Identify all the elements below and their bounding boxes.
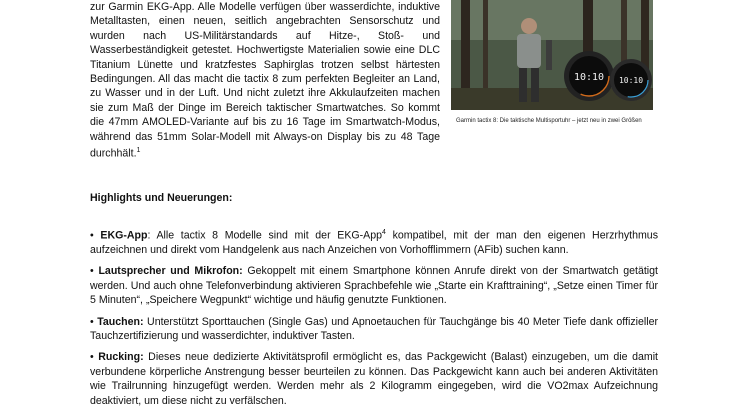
item-text: Unterstützt Sporttauchen (Single Gas) und Apnoetauchen für Tauchgänge bis 40 Meter Tiefe dank offizieller Tauchzertifizierung und wasserdichter, induktiver Tasten. [90, 315, 659, 342]
product-photo [451, 0, 653, 110]
item-text: kompatibel, mit der man den eigenen Herzrhythmus aufzeichnen und direkt vom Handgelenk aus nach Anzeichen von Vorhofflimmern (AFib) suchen kann. [90, 229, 658, 256]
bullet-marker: • [90, 315, 94, 328]
item-title: EKG-App [100, 229, 148, 242]
item-text: : Alle tactix 8 Modelle sind mit der EKG-App [147, 229, 383, 242]
section-heading: Highlights und Neuerungen: [90, 192, 233, 204]
bullet-marker: • [90, 229, 94, 242]
item-text: Dieses neue dedizierte Aktivitätsprofil ermöglicht es, das Packgewicht (Balast) einzugeben, um die damit verbundene körperliche Anstrengung besser beurteilen zu können. Das Packgewicht kann auch bei anderen Aktivitäten wie Trailrunning hinzugefügt werden. Werden mehr als 2 Kilogramm eingegeben, wird die VO2max Aufzeichnung deaktiviert, um diese nicht zu verfälschen. [90, 351, 658, 407]
item-text: Gekoppelt mit einem Smartphone können Anrufe direkt von der Smartwatch getätigt werden. Und auch ohne Telefonverbindung aktivieren Sprachbefehle wie „Starte ein Krafttraining“, „Setze einen Timer für 5 Minuten“, „Speichere Wegpunkt“ wichtige und häufig genutzte Funktionen. [90, 265, 658, 307]
bullet-marker: • [90, 265, 94, 278]
watch-time-1: 10:10 [573, 72, 605, 83]
list-item [90, 264, 658, 307]
intro-text: zur Garmin EKG-App. Alle Modelle verfügen über wasserdichte, induktive Metalltasten, einen neuen, seitlich angebrachten Sensorschutz und wurden nach US-Militärstandards auf Hitze-, Stoß- und Wasserbeständigkeit getestet. Hochwertigste Materialien sowie eine DLC Titanium Lünette und kratzfestes Saphirglas trotzen selbst härtesten Bedingungen. All das macht die tactix 8 zum perfekten Begleiter an Land, zu Wasser und in der Luft. Und nicht zuletzt ihre Akkulaufzeiten machen sie zum Maß der Dinge im Bereich taktischer Smartwatches. So kommt die 47mm AMOLED-Variante auf bis zu 16 Tage im Smartwatch-Modus, während das 51mm Solar-Modell mit Always-on Display bis zu 48 Tage durchhält. [90, 1, 440, 160]
item-title: Lautsprecher und Mikrofon: [98, 265, 243, 278]
forest-scene-image [451, 0, 653, 110]
highlights-list [90, 226, 658, 415]
footnote-ref: 4 [382, 229, 386, 236]
watch-time-2: 10:10 [618, 76, 644, 85]
list-item [90, 226, 658, 257]
footnote-ref: 1 [136, 147, 141, 155]
list-item [90, 315, 658, 344]
list-item [90, 350, 658, 408]
item-title: Tauchen: [97, 315, 144, 328]
photo-caption: Garmin tactix 8: Die taktische Multisportuhr – jetzt neu in zwei Größen [456, 118, 642, 124]
intro-paragraph [90, 0, 440, 161]
bullet-marker: • [90, 351, 94, 364]
item-title: Rucking: [98, 351, 144, 364]
